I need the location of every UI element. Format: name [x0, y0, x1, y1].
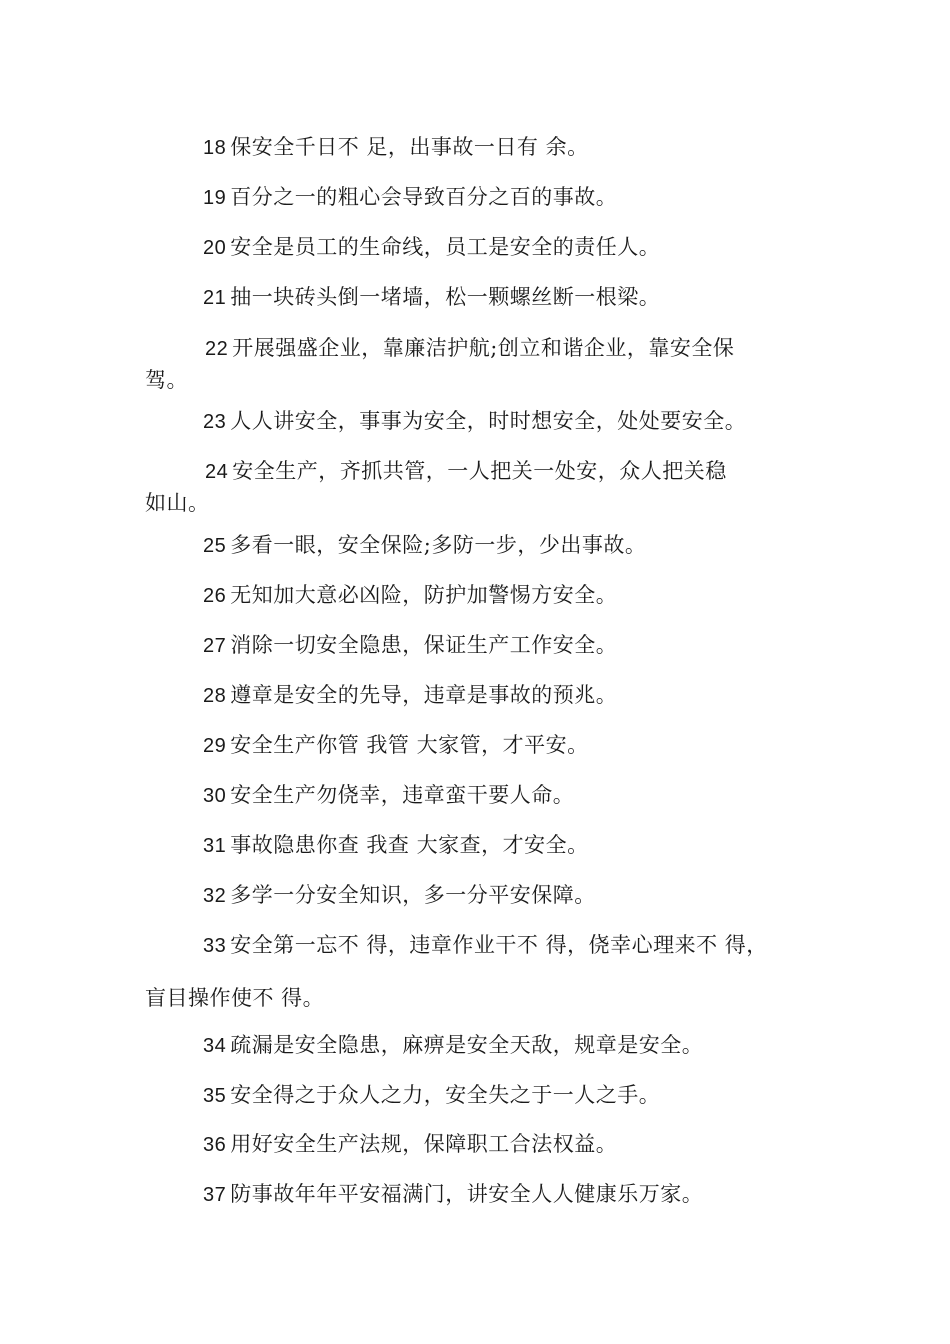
slogan-text: 百分之一的粗心会导致百分之百的事故。 — [230, 185, 618, 209]
slogan-item — [145, 456, 825, 519]
slogan-item — [145, 780, 825, 812]
slogan-continuation: 如山。 — [145, 491, 210, 515]
slogan-text: 安全生产你管 我管 大家管，才平安。 — [230, 733, 589, 757]
slogan-line — [145, 282, 825, 314]
slogan-item — [145, 406, 825, 438]
slogan-line — [145, 630, 825, 662]
item-number: 33 — [203, 935, 227, 957]
slogan-text: 消除一切安全隐患，保证生产工作安全。 — [230, 633, 618, 657]
item-number: 21 — [203, 287, 227, 309]
slogan-item — [145, 1030, 825, 1062]
slogan-line — [145, 1080, 825, 1112]
slogan-text: 安全第一忘不 得，违章作业干不 得，侥幸心理来不 得， — [230, 933, 768, 957]
item-number: 26 — [203, 585, 227, 607]
item-number: 34 — [203, 1035, 227, 1057]
slogan-text: 安全是员工的生命线，员工是安全的责任人。 — [230, 235, 661, 259]
slogan-item — [145, 282, 825, 314]
slogan-item — [145, 830, 825, 862]
slogan-line — [145, 830, 825, 862]
slogan-item — [145, 232, 825, 264]
slogan-line — [145, 182, 825, 214]
item-number: 31 — [203, 835, 227, 857]
slogan-text: 人人讲安全，事事为安全，时时想安全，处处要安全。 — [230, 409, 747, 433]
slogan-item — [145, 880, 825, 912]
item-number: 25 — [203, 535, 227, 557]
slogan-line — [145, 406, 825, 438]
slogan-text: 安全得之于众人之力，安全失之于一人之手。 — [230, 1083, 661, 1107]
slogan-item — [145, 1129, 825, 1161]
slogan-text: 遵章是安全的先导，违章是事故的预兆。 — [230, 683, 618, 707]
slogan-line — [145, 780, 825, 812]
slogan-text: 安全生产，齐抓共管，一人把关一处安，众人把关稳 — [232, 459, 727, 483]
item-number: 35 — [203, 1085, 227, 1107]
slogan-item — [145, 630, 825, 662]
item-number: 29 — [203, 735, 227, 757]
slogan-line — [145, 232, 825, 264]
slogan-item — [145, 680, 825, 712]
slogan-line — [145, 930, 825, 962]
slogan-text: 疏漏是安全隐患，麻痹是安全天敌，规章是安全。 — [230, 1033, 704, 1057]
slogan-line — [145, 530, 825, 562]
item-number: 28 — [203, 685, 227, 707]
slogan-item — [145, 580, 825, 612]
slogan-item — [145, 132, 825, 164]
item-number: 23 — [203, 411, 227, 433]
slogan-line — [145, 333, 825, 365]
item-number: 30 — [203, 785, 227, 807]
slogan-continuation: 盲目操作使不 得。 — [145, 986, 325, 1010]
slogan-item — [145, 182, 825, 214]
item-number: 18 — [203, 137, 227, 159]
slogan-line — [145, 1030, 825, 1062]
slogan-line — [145, 680, 825, 712]
item-number: 24 — [205, 461, 229, 483]
slogan-line — [145, 730, 825, 762]
item-number: 36 — [203, 1134, 227, 1156]
item-number: 20 — [203, 237, 227, 259]
slogan-line — [145, 880, 825, 912]
item-number: 19 — [203, 187, 227, 209]
slogan-text: 用好安全生产法规，保障职工合法权益。 — [230, 1132, 618, 1156]
slogan-text: 安全生产勿侥幸，违章蛮干要人命。 — [230, 783, 575, 807]
slogan-item — [145, 930, 825, 1014]
slogan-line — [145, 132, 825, 164]
slogan-item — [145, 1080, 825, 1112]
slogan-line — [145, 1129, 825, 1161]
item-number: 32 — [203, 885, 227, 907]
slogan-text: 防事故年年平安福满门，讲安全人人健康乐万家。 — [230, 1182, 704, 1206]
slogan-line — [145, 580, 825, 612]
item-number: 22 — [205, 338, 229, 360]
slogan-item — [145, 333, 825, 396]
slogan-text: 多学一分安全知识，多一分平安保障。 — [230, 883, 596, 907]
slogan-text: 抽一块砖头倒一堵墙，松一颗螺丝断一根梁。 — [230, 285, 661, 309]
slogan-line — [145, 1179, 825, 1211]
slogan-line — [145, 456, 825, 488]
slogan-text: 无知加大意必凶险，防护加警惕方安全。 — [230, 583, 618, 607]
slogan-text: 多看一眼，安全保险;多防一步，少出事故。 — [230, 533, 647, 557]
slogan-item — [145, 530, 825, 562]
item-number: 27 — [203, 635, 227, 657]
item-number: 37 — [203, 1184, 227, 1206]
slogan-text: 保安全千日不 足，出事故一日有 余。 — [230, 135, 589, 159]
slogan-text: 开展强盛企业，靠廉洁护航;创立和谐企业，靠安全保 — [232, 336, 735, 360]
slogan-item — [145, 730, 825, 762]
slogan-item — [145, 1179, 825, 1211]
slogan-continuation: 驾。 — [145, 368, 188, 392]
slogan-text: 事故隐患你查 我查 大家查，才安全。 — [230, 833, 589, 857]
